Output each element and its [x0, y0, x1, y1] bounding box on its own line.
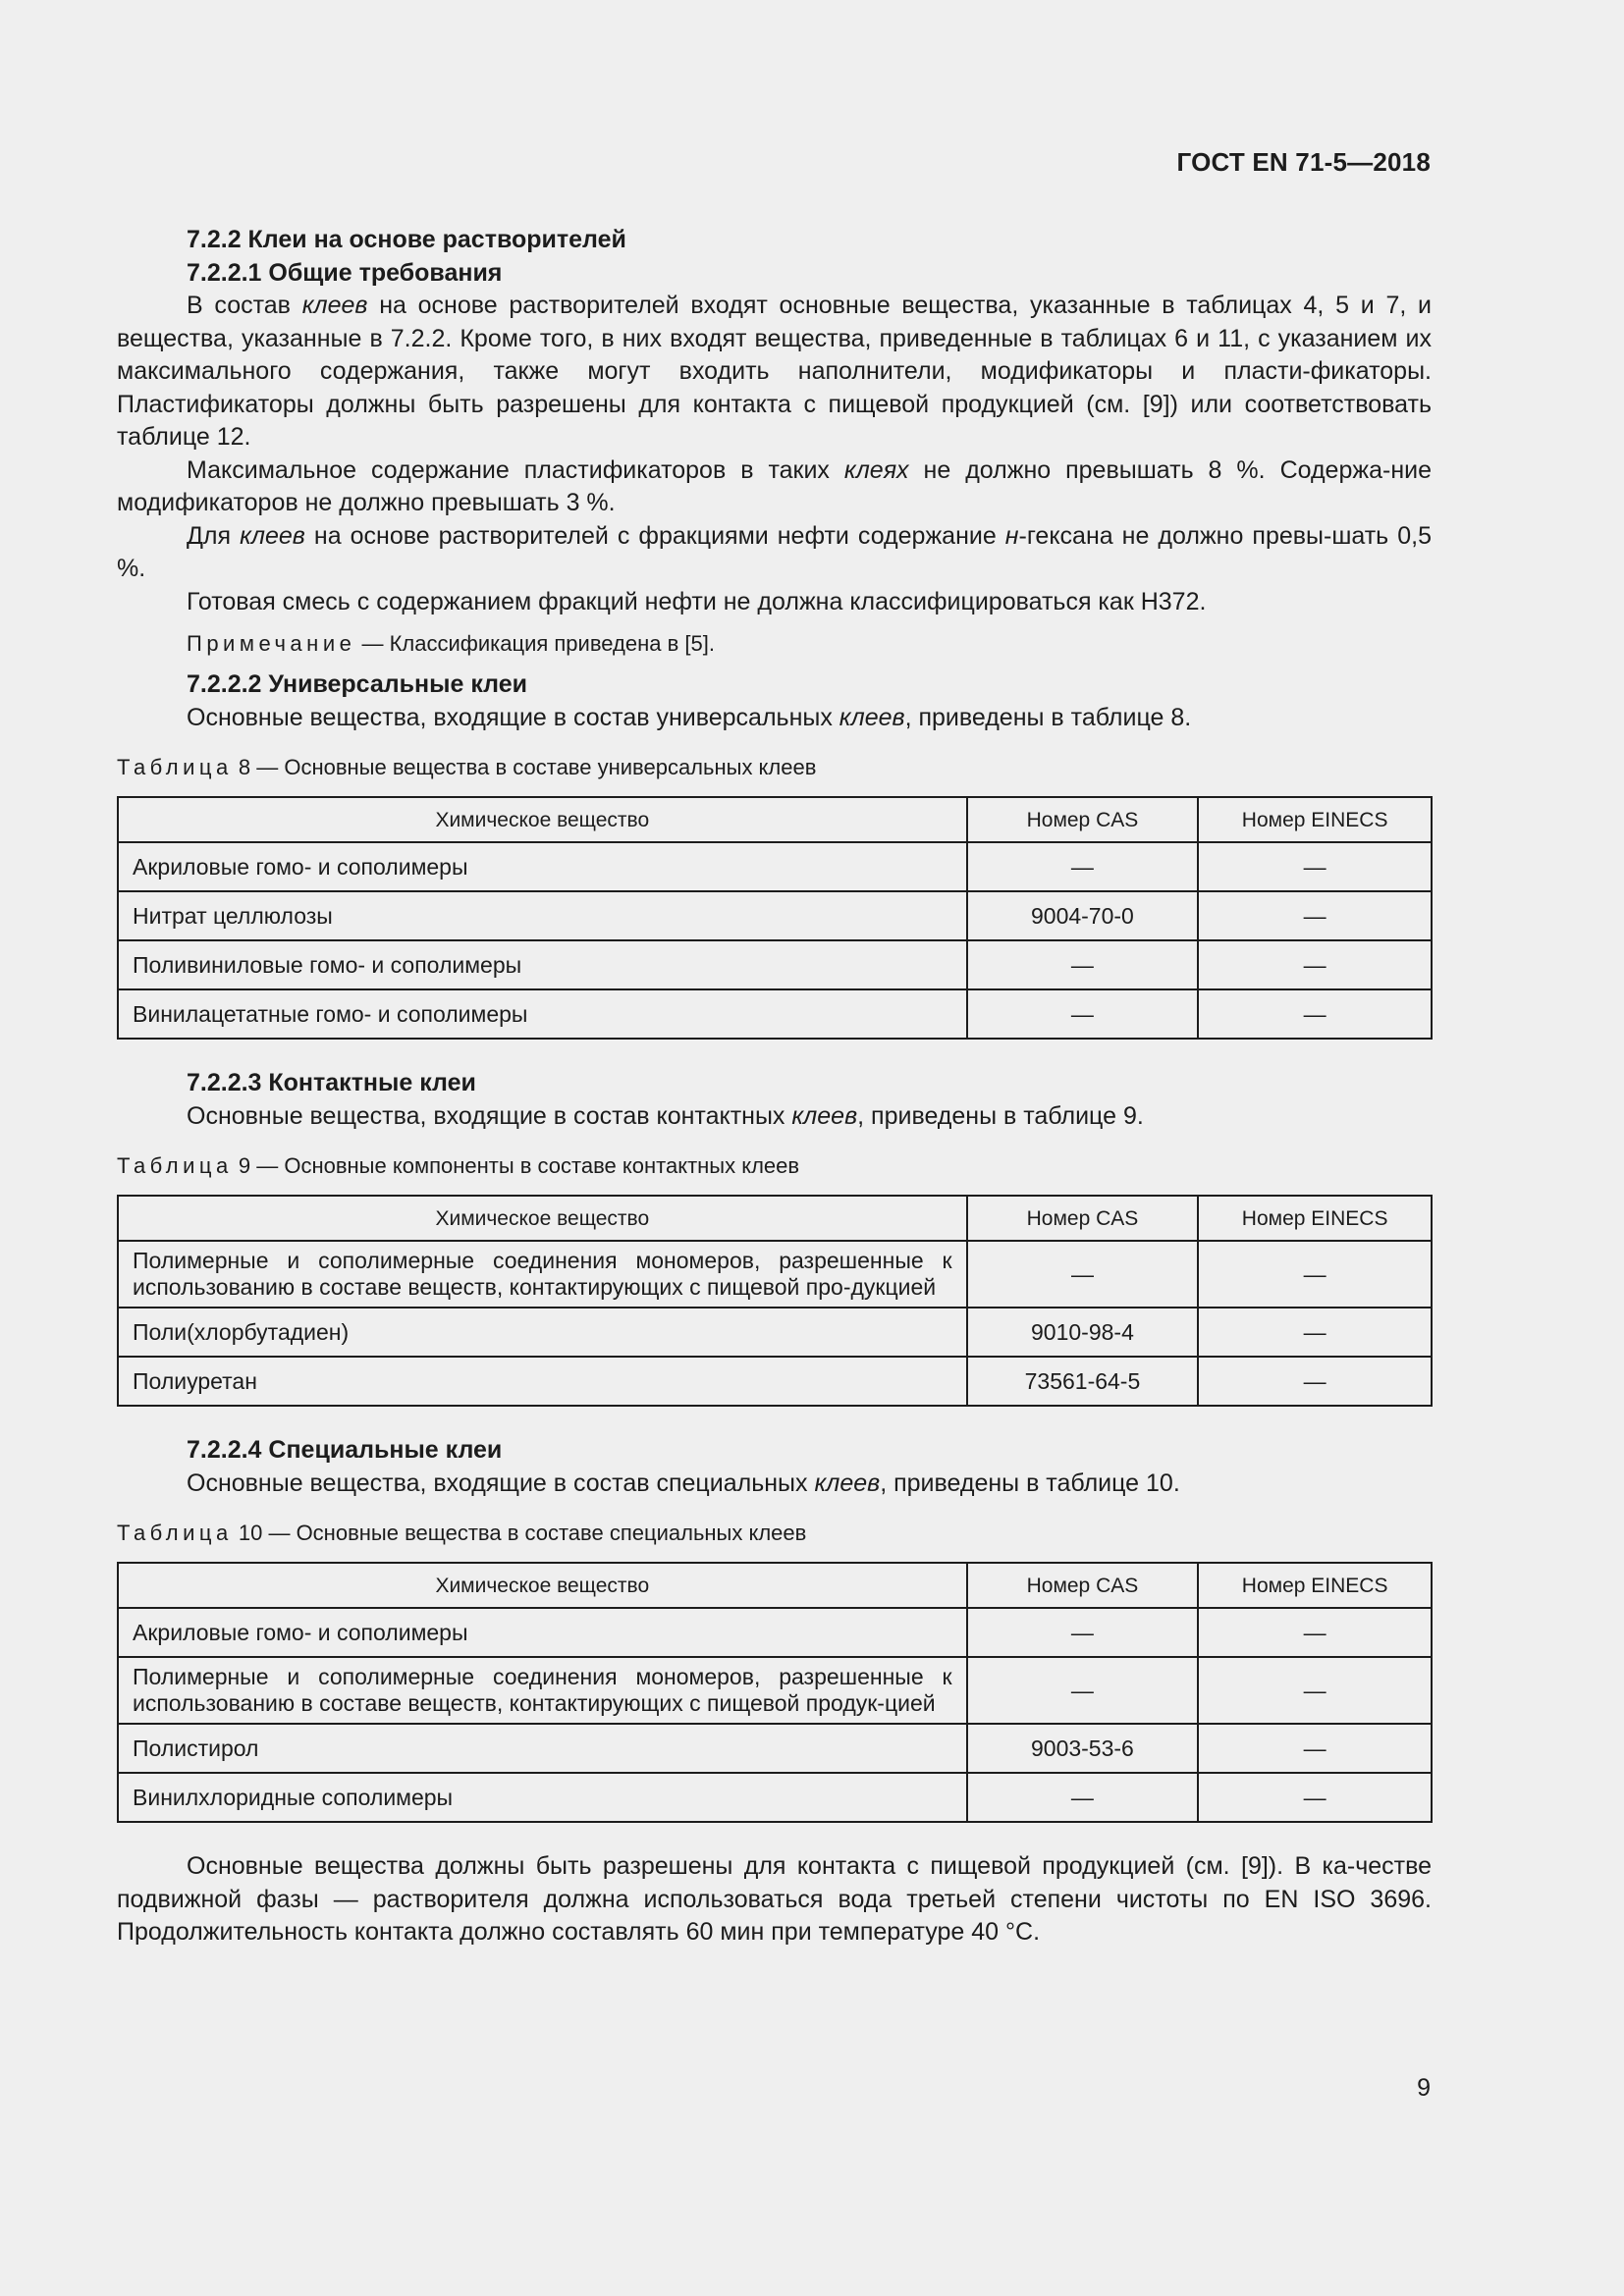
text-run: не должно превышать 8 %. Содержа-ние модификаторов не должно превышать 3 %.: [117, 455, 1432, 516]
table-row: [118, 1608, 1432, 1657]
cell-cas: —: [967, 1657, 1199, 1724]
paragraph-plasticizer-limit: [117, 454, 1432, 520]
paragraph-final: Основные вещества должны быть разрешены для контакта с пищевой продукцией (см. [9]). В ка-честве подвижной фазы — растворителя должна использоваться вода третьей степени чистоты по EN ISO 3696. Продолжительность контакта должно составлять 60 мин при температуре 40 °С.: [117, 1852, 1432, 1946]
italic-term: н: [1004, 521, 1019, 550]
text-run: Максимальное содержание пластификаторов в таких: [187, 455, 844, 484]
cell-einecs: —: [1198, 1724, 1432, 1773]
cell-einecs: —: [1198, 891, 1432, 940]
note: [117, 629, 1432, 659]
header-cas: Номер CAS: [967, 1563, 1199, 1608]
italic-term: клеев: [791, 1101, 858, 1130]
table-row: [118, 1241, 1432, 1308]
text-run: Для: [187, 521, 241, 550]
cell-cas: 9010-98-4: [967, 1308, 1199, 1357]
cell-cas: —: [967, 1241, 1199, 1308]
cell-einecs: —: [1198, 940, 1432, 989]
table-row: [118, 842, 1432, 891]
cell-cas: 9004-70-0: [967, 891, 1199, 940]
italic-term: клеях: [843, 455, 909, 484]
cell-einecs: —: [1198, 842, 1432, 891]
table-row: [118, 1308, 1432, 1357]
cell-einecs: —: [1198, 1241, 1432, 1308]
table-9-caption: [117, 1151, 1432, 1181]
paragraph-special: [117, 1468, 1432, 1501]
cell-substance: Винилхлоридные сополимеры: [118, 1773, 967, 1822]
table-row: [118, 989, 1432, 1039]
table-header-row: [118, 797, 1432, 842]
table-caption-text: 9 — Основные компоненты в составе контактных клеев: [232, 1153, 800, 1178]
text-run: -гексана не должно превы-шать 0,5 %.: [117, 521, 1432, 582]
section-7-2-2-4-title: 7.2.2.4 Специальные клеи: [187, 1436, 503, 1464]
cell-cas: —: [967, 1608, 1199, 1657]
text-run: , приведены в таблице 8.: [904, 703, 1192, 731]
table-row: [118, 1357, 1432, 1406]
text-run: В состав: [187, 292, 302, 319]
text-run: на основе растворителей входят основные вещества, указанные в таблицах 4, 5 и 7, и вещества, указанные в 7.2.2. Кроме того, в них входят вещества, приведенные в таблицах 6 и 11, с указанием их максимального содержания, также могут входить наполнители, модификаторы и пласти-фикаторы. Пластификаторы должны быть разрешены для контакта с пищевой продукцией (см. [9]) или соответствовать таблице 12.: [117, 292, 1433, 451]
paragraph-general-requirements: [117, 290, 1432, 454]
text-run: , приведены в таблице 10.: [880, 1468, 1180, 1497]
standard-code-header: ГОСТ EN 71-5—2018: [1176, 147, 1431, 177]
table-row: [118, 891, 1432, 940]
header-einecs: Номер EINECS: [1198, 797, 1432, 842]
table-10: [117, 1562, 1433, 1823]
section-7-2-2-title: 7.2.2 Клеи на основе растворителей: [187, 226, 626, 253]
cell-einecs: —: [1198, 1657, 1432, 1724]
note-text: — Классификация приведена в [5].: [355, 631, 715, 656]
cell-cas: —: [967, 989, 1199, 1039]
cell-substance: Винилацетатные гомо- и сополимеры: [118, 989, 967, 1039]
header-cas: Номер CAS: [967, 1196, 1199, 1241]
table-8: [117, 796, 1433, 1040]
page-number: 9: [1417, 2074, 1431, 2102]
italic-term: клеев: [814, 1468, 881, 1497]
table-row: [118, 1657, 1432, 1724]
text-run: Основные вещества, входящие в состав универсальных: [187, 703, 839, 731]
cell-substance: Полимерные и сополимерные соединения мономеров, разрешенные к использованию в составе веществ, контактирующих с пищевой про-дукцией: [118, 1241, 967, 1308]
table-header-row: [118, 1196, 1432, 1241]
cell-substance: Нитрат целлюлозы: [118, 891, 967, 940]
page-content: [117, 224, 1432, 1949]
table-header-row: [118, 1563, 1432, 1608]
table-row: [118, 1724, 1432, 1773]
cell-cas: —: [967, 842, 1199, 891]
table-row: [118, 940, 1432, 989]
italic-term: клеев: [839, 703, 905, 731]
cell-cas: 73561-64-5: [967, 1357, 1199, 1406]
cell-einecs: —: [1198, 1308, 1432, 1357]
table-caption-label: Таблица: [117, 1153, 233, 1178]
text-run: Основные вещества, входящие в состав специальных: [187, 1468, 815, 1497]
cell-substance: Поли(хлорбутадиен): [118, 1308, 967, 1357]
note-label: Примечание: [187, 631, 356, 656]
paragraph-universal: [117, 702, 1432, 735]
cell-substance: Полимерные и сополимерные соединения мономеров, разрешенные к использованию в составе веществ, контактирующих с пищевой продук-цией: [118, 1657, 967, 1724]
cell-substance: Поливиниловые гомо- и сополимеры: [118, 940, 967, 989]
table-row: [118, 1773, 1432, 1822]
cell-einecs: —: [1198, 1608, 1432, 1657]
table-caption-text: 8 — Основные вещества в составе универсальных клеев: [232, 755, 817, 779]
header-substance: Химическое вещество: [118, 1563, 967, 1608]
table-10-caption: [117, 1519, 1432, 1548]
header-substance: Химическое вещество: [118, 797, 967, 842]
cell-substance: Акриловые гомо- и сополимеры: [118, 1608, 967, 1657]
section-7-2-2-1-title: 7.2.2.1 Общие требования: [187, 258, 503, 287]
cell-cas: —: [967, 1773, 1199, 1822]
cell-substance: Полистирол: [118, 1724, 967, 1773]
cell-substance: Акриловые гомо- и сополимеры: [118, 842, 967, 891]
italic-term: клеев: [240, 521, 305, 550]
table-caption-label: Таблица: [117, 1521, 233, 1545]
section-7-2-2-2-title: 7.2.2.2 Универсальные клеи: [187, 670, 527, 698]
italic-term: клеев: [301, 292, 368, 319]
header-cas: Номер CAS: [967, 797, 1199, 842]
text-run: , приведены в таблице 9.: [857, 1101, 1144, 1130]
table-8-caption: [117, 753, 1432, 782]
cell-substance: Полиуретан: [118, 1357, 967, 1406]
paragraph-hexane-limit: [117, 520, 1432, 586]
cell-cas: 9003-53-6: [967, 1724, 1199, 1773]
paragraph-contact: [117, 1100, 1432, 1134]
header-einecs: Номер EINECS: [1198, 1563, 1432, 1608]
section-7-2-2-3-title: 7.2.2.3 Контактные клеи: [187, 1069, 476, 1096]
cell-cas: —: [967, 940, 1199, 989]
paragraph-classification: Готовая смесь с содержанием фракций нефти не должна классифицироваться как H372.: [187, 587, 1207, 615]
text-run: Основные вещества, входящие в состав контактных: [187, 1101, 792, 1130]
cell-einecs: —: [1198, 1357, 1432, 1406]
header-substance: Химическое вещество: [118, 1196, 967, 1241]
cell-einecs: —: [1198, 1773, 1432, 1822]
table-9: [117, 1195, 1433, 1407]
table-caption-label: Таблица: [117, 755, 233, 779]
cell-einecs: —: [1198, 989, 1432, 1039]
header-einecs: Номер EINECS: [1198, 1196, 1432, 1241]
table-caption-text: 10 — Основные вещества в составе специальных клеев: [232, 1521, 807, 1545]
text-run: на основе растворителей с фракциями нефти содержание: [304, 521, 1005, 550]
